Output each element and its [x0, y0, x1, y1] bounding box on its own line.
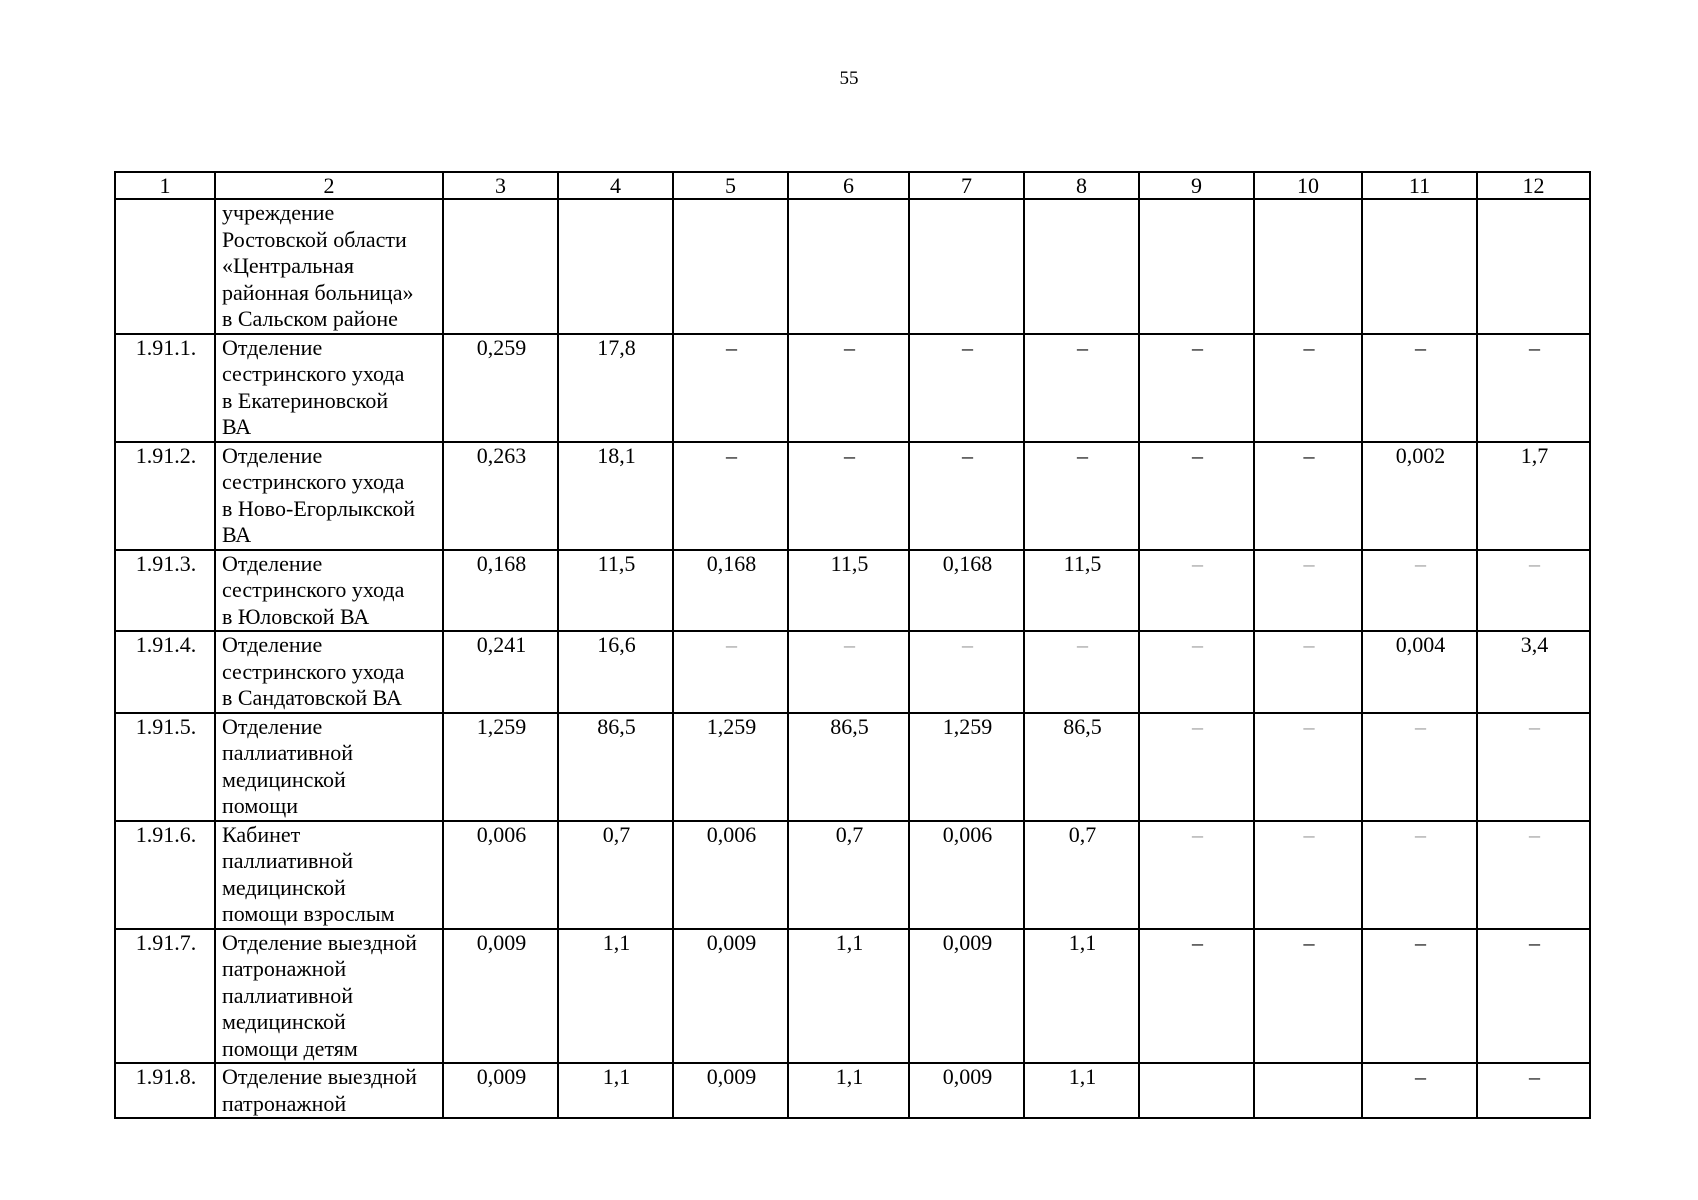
value-cell: 11,5	[558, 550, 673, 632]
row-number-cell: 1.91.8.	[115, 1063, 215, 1118]
row-name-line: помощи	[222, 793, 298, 818]
row-name-line: помощи взрослым	[222, 901, 395, 926]
value-cell: 86,5	[1024, 713, 1139, 821]
row-name-cell	[215, 199, 443, 334]
value-cell: –	[1477, 713, 1590, 821]
value-cell: –	[1254, 713, 1362, 821]
value-cell: 0,168	[443, 550, 558, 632]
row-name-line: Отделение	[222, 632, 323, 657]
value-cell: 1,1	[788, 1063, 909, 1118]
row-name-line: в Ново-Егорлыкской	[222, 495, 415, 521]
value-cell: –	[1477, 929, 1590, 1064]
value-cell	[1139, 1063, 1254, 1118]
row-name-line: паллиативной	[222, 982, 353, 1008]
table-row	[115, 334, 1590, 442]
value-cell: 0,009	[909, 1063, 1024, 1118]
row-name-line: учреждение	[222, 200, 335, 225]
value-cell: –	[1362, 1063, 1477, 1118]
value-cell	[1254, 1063, 1362, 1118]
column-header: 1	[115, 172, 215, 199]
value-cell: 1,259	[909, 713, 1024, 821]
value-cell: –	[1139, 442, 1254, 550]
column-header: 9	[1139, 172, 1254, 199]
value-cell: 0,7	[788, 821, 909, 929]
value-cell: –	[1254, 821, 1362, 929]
value-cell: 11,5	[1024, 550, 1139, 632]
column-header: 2	[215, 172, 443, 199]
value-cell	[443, 199, 558, 334]
value-cell: 0,168	[909, 550, 1024, 632]
value-cell: 3,4	[1477, 631, 1590, 713]
row-name-line: помощи детям	[222, 1035, 358, 1061]
row-name-line: Отделение	[222, 713, 323, 739]
value-cell: 0,006	[673, 821, 788, 929]
row-name-line: паллиативной	[222, 740, 353, 765]
table-row	[115, 1063, 1590, 1118]
value-cell: –	[1477, 821, 1590, 929]
row-name-cell	[215, 442, 443, 550]
value-cell: –	[1362, 550, 1477, 632]
value-cell: –	[673, 334, 788, 442]
row-name-line: патронажной	[222, 956, 347, 981]
value-cell: 86,5	[558, 713, 673, 821]
value-cell: 18,1	[558, 442, 673, 550]
row-name-line: в Екатериновской	[222, 387, 389, 413]
page-number: 55	[839, 68, 859, 89]
value-cell	[909, 199, 1024, 334]
row-number-cell: 1.91.4.	[115, 631, 215, 713]
value-cell: 0,259	[443, 334, 558, 442]
value-cell: –	[1139, 334, 1254, 442]
row-name-line: медицинской	[222, 766, 346, 792]
row-name-line: сестринского ухода	[222, 361, 405, 386]
value-cell	[1139, 199, 1254, 334]
value-cell: –	[1139, 929, 1254, 1064]
value-cell: 0,009	[673, 1063, 788, 1118]
row-name-line: патронажной	[222, 1090, 347, 1116]
column-header: 7	[909, 172, 1024, 199]
row-name-line: Ростовской области	[222, 226, 407, 252]
row-name-line: в Юловской ВА	[222, 603, 370, 629]
value-cell: –	[1139, 821, 1254, 929]
column-header: 6	[788, 172, 909, 199]
column-header: 5	[673, 172, 788, 199]
value-cell: –	[1362, 334, 1477, 442]
row-name-line: Отделение выездной	[222, 929, 417, 955]
value-cell: –	[1477, 334, 1590, 442]
row-name-line: ВА	[222, 414, 252, 439]
value-cell: 0,009	[909, 929, 1024, 1064]
row-name-line: паллиативной	[222, 848, 353, 873]
row-number-cell: 1.91.1.	[115, 334, 215, 442]
row-name-cell	[215, 334, 443, 442]
value-cell: –	[788, 334, 909, 442]
table-row	[115, 199, 1590, 334]
value-cell: –	[909, 334, 1024, 442]
row-number-cell: 1.91.6.	[115, 821, 215, 929]
value-cell: –	[1139, 631, 1254, 713]
value-cell: 0,263	[443, 442, 558, 550]
row-number-cell: 1.91.7.	[115, 929, 215, 1064]
row-name-cell	[215, 929, 443, 1064]
value-cell: 1,1	[558, 929, 673, 1064]
row-name-line: «Центральная	[222, 253, 354, 278]
table-row	[115, 713, 1590, 821]
table-row	[115, 442, 1590, 550]
value-cell	[558, 199, 673, 334]
value-cell: –	[1254, 442, 1362, 550]
value-cell: 0,009	[673, 929, 788, 1064]
value-cell: 1,259	[673, 713, 788, 821]
row-number-cell: 1.91.2.	[115, 442, 215, 550]
row-name-line: сестринского ухода	[222, 658, 405, 684]
column-header: 8	[1024, 172, 1139, 199]
value-cell: –	[909, 631, 1024, 713]
value-cell: 1,259	[443, 713, 558, 821]
value-cell	[788, 199, 909, 334]
column-number-header-row	[115, 172, 1590, 199]
value-cell: 0,002	[1362, 442, 1477, 550]
row-name-line: сестринского ухода	[222, 469, 405, 494]
row-name-cell	[215, 550, 443, 632]
table-body	[115, 199, 1590, 1118]
column-header: 12	[1477, 172, 1590, 199]
value-cell: 0,168	[673, 550, 788, 632]
row-name-cell	[215, 821, 443, 929]
value-cell: 1,7	[1477, 442, 1590, 550]
value-cell: 0,241	[443, 631, 558, 713]
value-cell	[673, 199, 788, 334]
row-number-cell: 1.91.3.	[115, 550, 215, 632]
row-name-line: Отделение	[222, 550, 323, 576]
row-name-line: медицинской	[222, 874, 346, 900]
row-name-line: в Сандатовской ВА	[222, 685, 402, 710]
value-cell: –	[1024, 334, 1139, 442]
value-cell: –	[1254, 550, 1362, 632]
row-name-line: Отделение выездной	[222, 1064, 417, 1089]
row-name-line: Отделение	[222, 442, 323, 468]
value-cell: 1,1	[1024, 929, 1139, 1064]
row-name-line: Отделение	[222, 334, 323, 360]
table-row	[115, 821, 1590, 929]
value-cell: –	[1254, 929, 1362, 1064]
value-cell: –	[788, 442, 909, 550]
row-name-line: ВА	[222, 522, 252, 547]
value-cell: –	[1362, 929, 1477, 1064]
row-name-line: районная больница»	[222, 279, 414, 305]
row-name-cell	[215, 713, 443, 821]
value-cell	[1024, 199, 1139, 334]
row-name-line: в Сальском районе	[222, 306, 398, 331]
value-cell: 17,8	[558, 334, 673, 442]
value-cell: 11,5	[788, 550, 909, 632]
value-cell: 0,7	[1024, 821, 1139, 929]
row-name-line: сестринского ухода	[222, 577, 405, 602]
value-cell: –	[1477, 1063, 1590, 1118]
value-cell: –	[1024, 631, 1139, 713]
value-cell: –	[788, 631, 909, 713]
value-cell: –	[673, 442, 788, 550]
value-cell: 1,1	[558, 1063, 673, 1118]
value-cell: –	[1139, 550, 1254, 632]
row-name-cell	[215, 631, 443, 713]
row-name-line: медицинской	[222, 1009, 346, 1034]
value-cell: 0,006	[909, 821, 1024, 929]
row-name-cell	[215, 1063, 443, 1118]
value-cell: –	[1139, 713, 1254, 821]
value-cell: –	[1362, 713, 1477, 821]
value-cell: –	[1362, 821, 1477, 929]
value-cell: 1,1	[1024, 1063, 1139, 1118]
table-row	[115, 929, 1590, 1064]
value-cell: 16,6	[558, 631, 673, 713]
value-cell: –	[1254, 334, 1362, 442]
column-header: 4	[558, 172, 673, 199]
value-cell: 0,006	[443, 821, 558, 929]
value-cell: 0,009	[443, 929, 558, 1064]
table-row	[115, 550, 1590, 632]
value-cell	[1477, 199, 1590, 334]
value-cell: –	[1024, 442, 1139, 550]
column-header: 11	[1362, 172, 1477, 199]
value-cell: 0,004	[1362, 631, 1477, 713]
value-cell	[1254, 199, 1362, 334]
data-table	[114, 171, 1591, 1119]
value-cell: –	[1477, 550, 1590, 632]
value-cell: 0,009	[443, 1063, 558, 1118]
value-cell: 0,7	[558, 821, 673, 929]
value-cell: –	[673, 631, 788, 713]
row-name-line: Кабинет	[222, 821, 301, 847]
row-number-cell	[115, 199, 215, 334]
row-number-cell: 1.91.5.	[115, 713, 215, 821]
value-cell: –	[1254, 631, 1362, 713]
value-cell: 1,1	[788, 929, 909, 1064]
table-row	[115, 631, 1590, 713]
value-cell: 86,5	[788, 713, 909, 821]
column-header: 3	[443, 172, 558, 199]
value-cell: –	[909, 442, 1024, 550]
value-cell	[1362, 199, 1477, 334]
column-header: 10	[1254, 172, 1362, 199]
